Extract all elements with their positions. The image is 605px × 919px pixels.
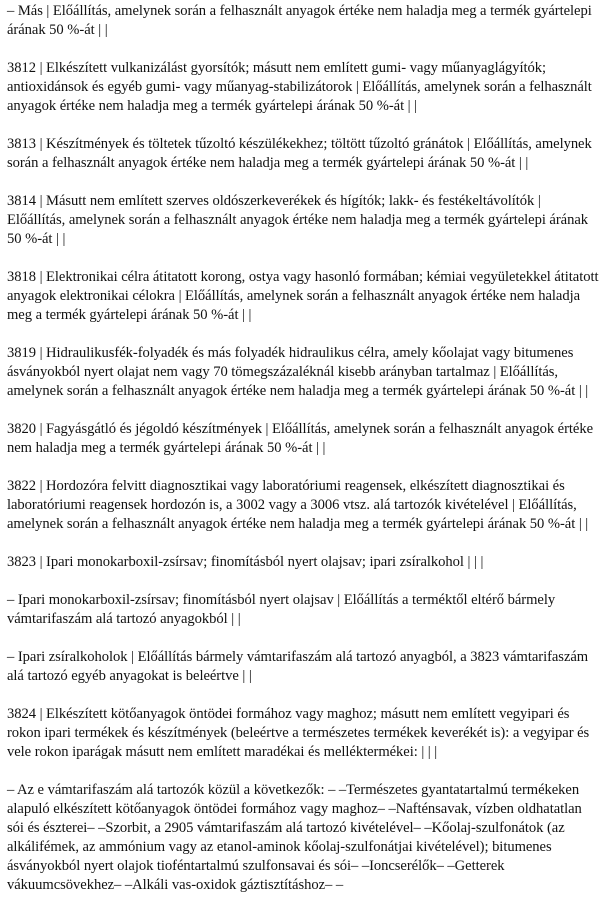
paragraph-3822: 3822 | Hordozóra felvitt diagnosztikai vagy laboratóriumi reagensek, elkészített diagnosztikai és laboratóriumi reagensek hordozón is, a 3002 vagy a 3006 vtsz. alá tartozók kivételével | Előállítás, amelynek során a felhasznált anyagok értéke nem haladja meg a termék gyártelepi árának 50 %-át | | (7, 478, 589, 532)
paragraph-3820: 3820 | Fagyásgátló és jégoldó készítmények | Előállítás, amelynek során a felhasznált anyagok értéke nem haladja meg a termék gyártelepi árának 50 %-át | | (7, 421, 594, 456)
paragraph-3824-items: – Az e vámtarifaszám alá tartozók közül a következők: – –Természetes gyantatartalmú termékeken alapuló elkészített kötőanyagok öntödei formához vagy maghoz– –Nafténsavak, vízben oldhatatlan sói és észterei– –Szorbit, a 2905 vámtarifaszám alá tartozó kivételével– –Kőolaj-szulfonátok (az alkálifémek, az ammónium vagy az etanol-aminok kőolaj-szulfonátjai kivételével); bitumenes ásványokból nyert olajok tioféntartalmú szulfonsavai és sói– –Ioncserélők– –Getterek vákuumcsövekhez– –Alkáli vas-oxidok gáztisztításhoz– – (7, 782, 582, 893)
paragraph-3823: 3823 | Ipari monokarboxil-zsírsav; finomításból nyert olajsav; ipari zsíralkohol | | | (7, 554, 484, 570)
paragraph-3823-fatty-alcohols: – Ipari zsíralkoholok | Előállítás bármely vámtarifaszám alá tartozó anyagból, a 3823 vámtarifaszám alá tartozó egyéb anyagokat is beleértve | | (7, 649, 589, 684)
paragraph-3818: 3818 | Elektronikai célra átitatott korong, ostya vagy hasonló formában; kémiai vegyületekkel átitatott anyagok elektronikai célokra | Előállítás, amelynek során a felhasznált anyagok értéke nem haladja meg a termék gyártelepi árának 50 %-át | | (7, 269, 599, 323)
paragraph-3814: 3814 | Másutt nem említett szerves oldószerkeverékek és hígítók; lakk- és festékeltávolítók | Előállítás, amelynek során a felhasznált anyagok értéke nem haladja meg a termék gyártelepi árának 50 %-át | | (7, 193, 589, 247)
paragraph-3819: 3819 | Hidraulikusfék-folyadék és más folyadék hidraulikus célra, amely kőolajat vagy bitumenes ásványokból nyert olajat nem vagy 70 tömegszázaléknál kisebb arányban tartalmaz | Előállítás, amelynek során a felhasznált anyagok értéke nem haladja meg a termék gyártelepi árának 50 %-át | | (7, 345, 589, 399)
paragraph-3824: 3824 | Elkészített kötőanyagok öntödei formához vagy maghoz; másutt nem említett vegyipari és rokon ipari termékek és készítmények (beleértve a természetes termékek keverékét is): a vegyipar és vele rokon iparágak másutt nem említett maradékai és melléktermékei: | | | (7, 706, 590, 760)
paragraph-3812: 3812 | Elkészített vulkanizálást gyorsítók; másutt nem említett gumi- vagy műanyaglágyítók; antioxidánsok és egyéb gumi- vagy műanyag-stabilizátorok | Előállítás, amelynek során a felhasznált anyagok értéke nem haladja meg a termék gyártelepi árának 50 %-át | | (7, 60, 592, 114)
paragraph-3813: 3813 | Készítmények és töltetek tűzoltó készülékekhez; töltött tűzoltó gránátok | Előállítás, amelynek során a felhasznált anyagok értéke nem haladja meg a termék gyártelepi árának 50 %-át | | (7, 136, 592, 171)
paragraph-3823-fatty-acids: – Ipari monokarboxil-zsírsav; finomításból nyert olajsav | Előállítás a terméktől eltérő bármely vámtarifaszám alá tartozó anyagokból | | (7, 592, 556, 627)
paragraph-more-items: – Más | Előállítás, amelynek során a felhasznált anyagok értéke nem haladja meg a termék gyártelepi árának 50 %-át | | (7, 3, 592, 38)
